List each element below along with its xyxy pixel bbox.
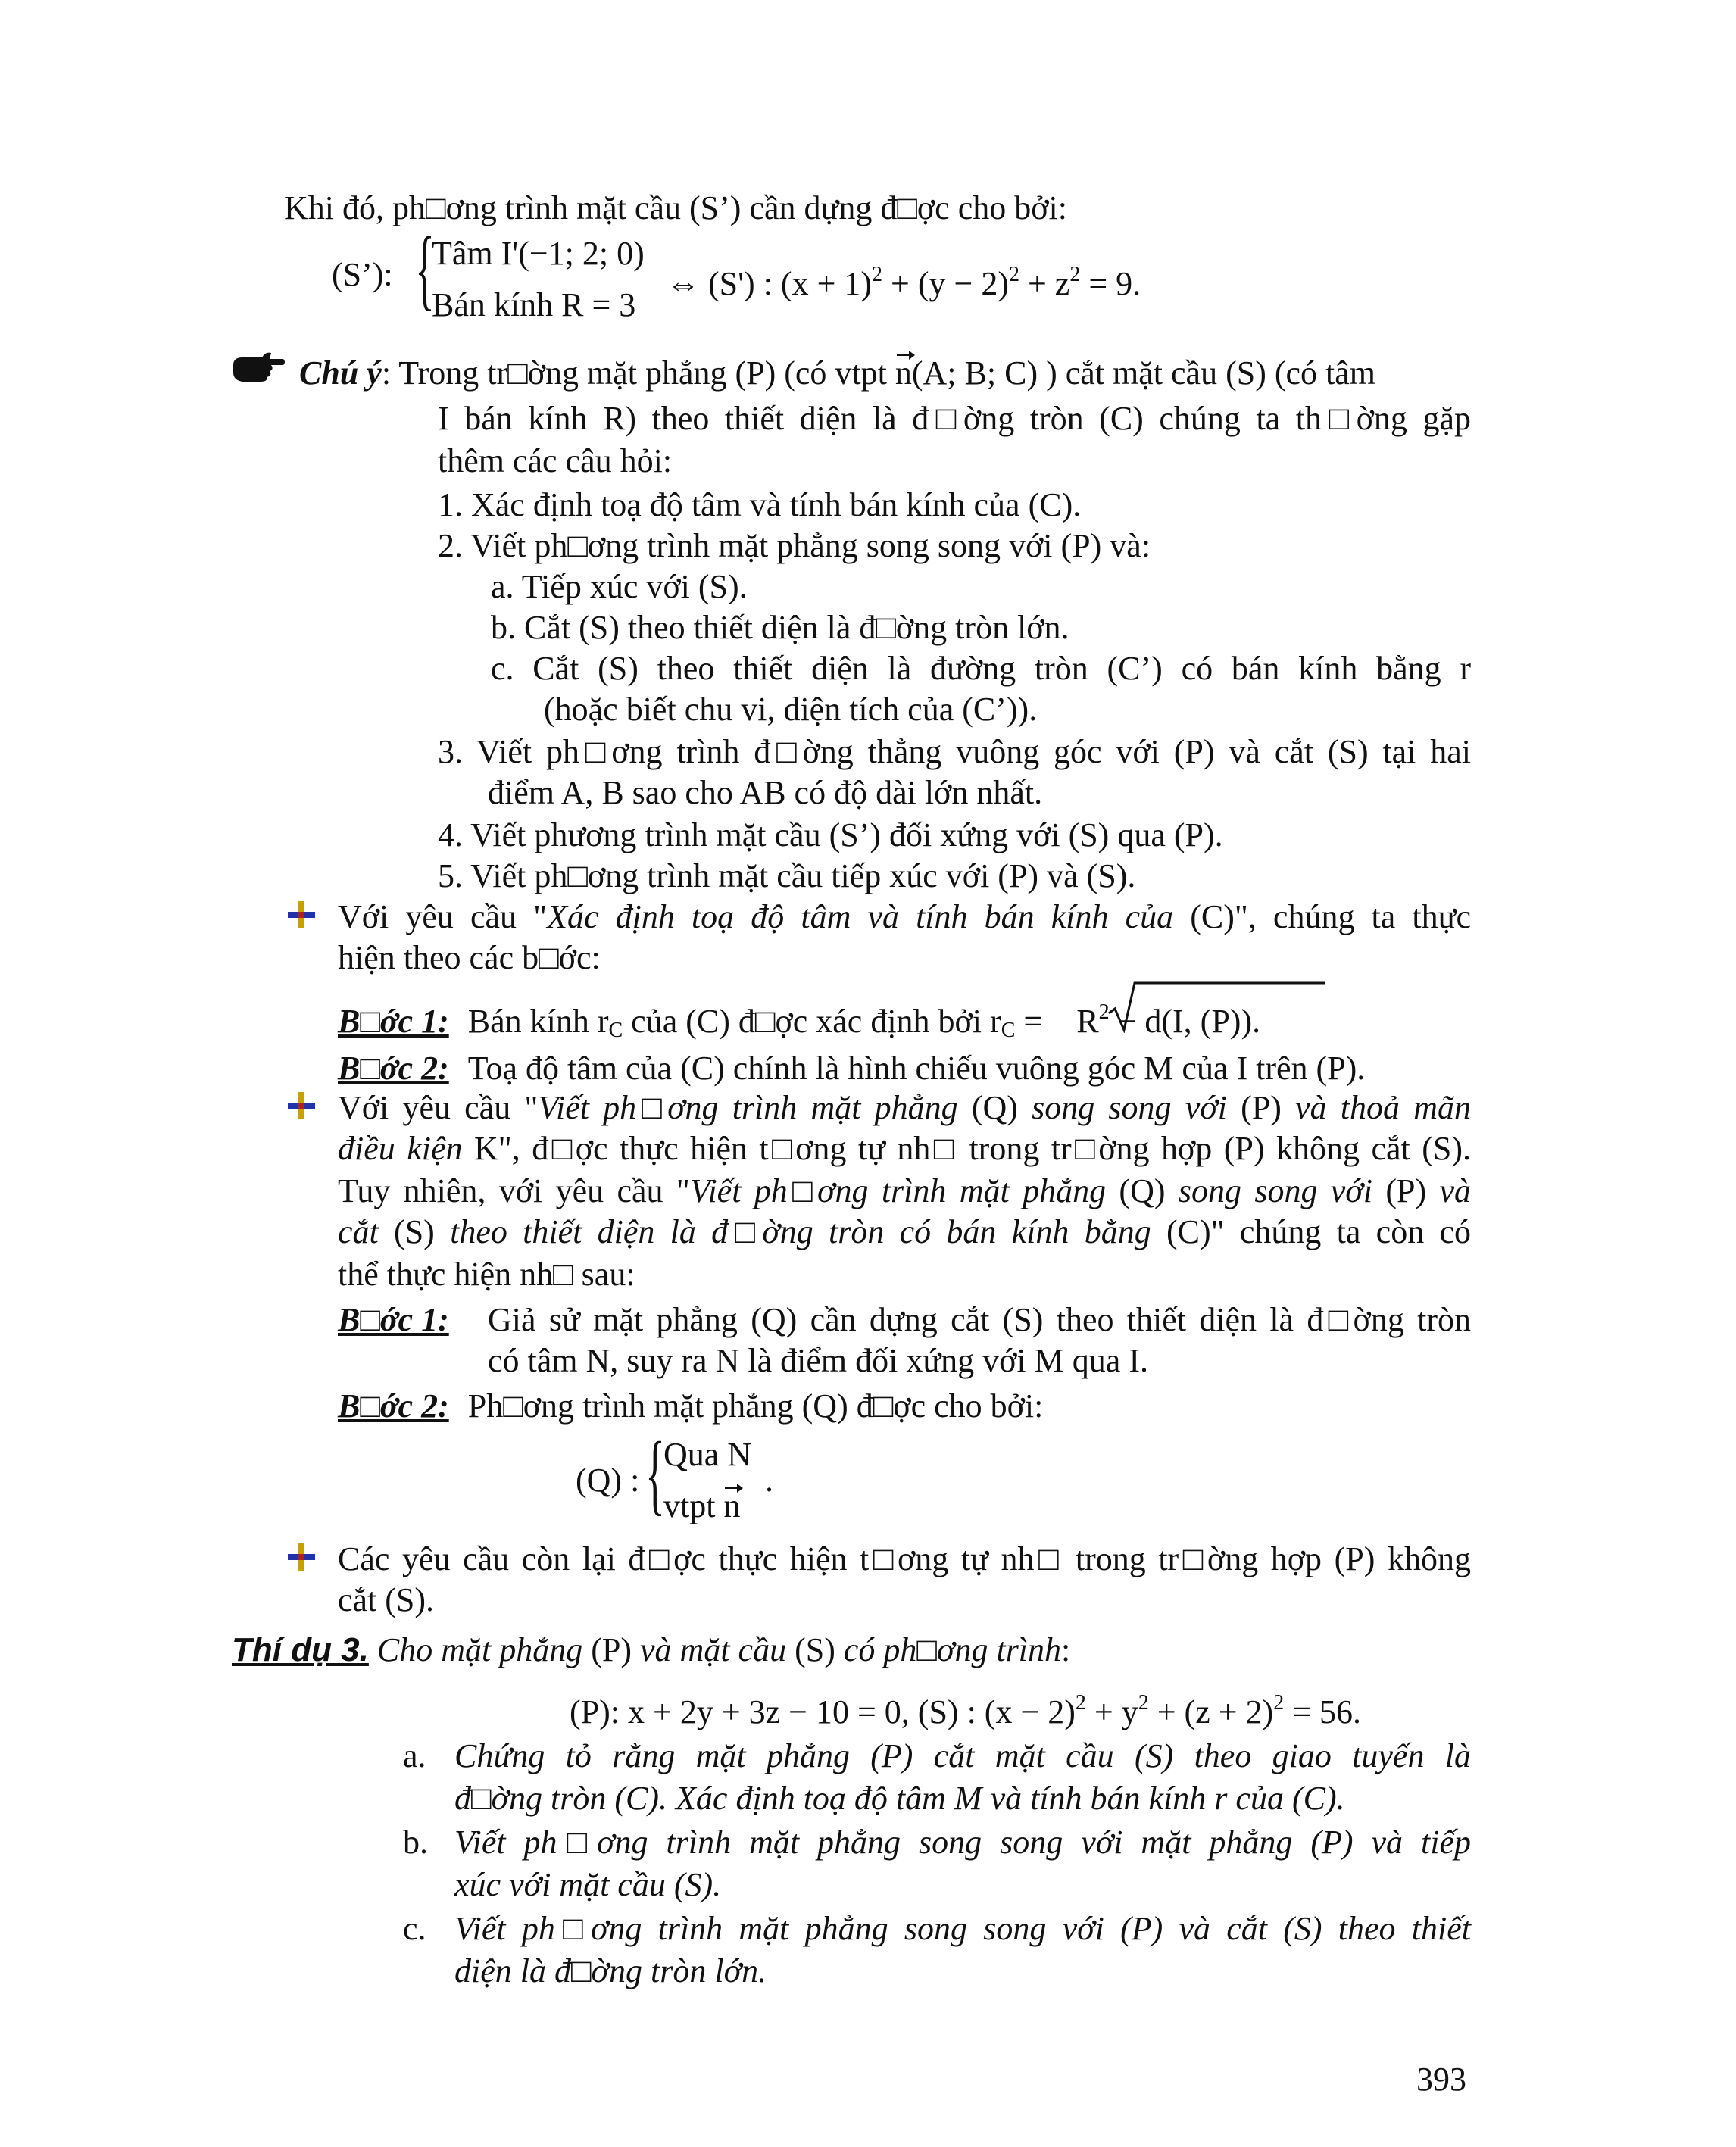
req1-step2: B□ớc 2: Toạ độ tâm của (C) chính là hình chiếu vuông góc M của I trên (P). — [338, 1050, 1366, 1087]
req2-line-4: cắt (S) theo thiết diện là đ□ờng tròn có bán kính bằng (C)" chúng ta còn có — [338, 1213, 1472, 1250]
s-prime-result: ⇔ (S') : $(x + 1)^2 + (y - 2)^2 + z^2 = 9$. — [667, 263, 1141, 302]
pointing-hand-icon — [232, 350, 286, 383]
plus-bullet-icon — [286, 900, 317, 930]
page-number: 393 — [1416, 2061, 1466, 2098]
normal-vector-n: n — [895, 353, 912, 394]
q-system-label: (Q) : — [576, 1462, 640, 1499]
s-prime-brace: { — [415, 218, 435, 319]
note-item-2c: c. Cắt (S) theo thiết diện là đường tròn (C’) có bán kính bằng r — [491, 650, 1471, 687]
plus-bullet-icon — [286, 1542, 317, 1572]
step1-label: B□ớc 1: — [338, 1003, 449, 1040]
q-system-brace: { — [645, 1423, 665, 1524]
q-system-line2: vtpt n — [663, 1486, 740, 1527]
note-line-2: I bán kính R) theo thiết diện là đ□ờng tròn (C) chúng ta th□ờng gặp — [438, 400, 1471, 437]
plus-bullet-icon — [286, 1091, 317, 1121]
note-item-2b: b. Cắt (S) theo thiết diện là đ□ờng tròn lớn. — [491, 609, 1069, 646]
example-c-line-1: Viết ph□ơng trình mặt phẳng song song với (P) và cắt (S) theo thiết — [454, 1910, 1471, 1947]
note-item-2: 2. Viết ph□ơng trình mặt phẳng song song với (P) và: — [438, 527, 1151, 564]
req2-step1-line-2: có tâm N, suy ra N là điểm đối xứng với M qua I. — [488, 1342, 1148, 1379]
req2-line-3: Tuy nhiên, với yêu cầu "Viết ph□ơng trình mặt phẳng (Q) song song với (P) và — [338, 1172, 1472, 1209]
s-prime-line2: Bán kính R = 3 — [432, 286, 636, 323]
example-b-label: b. — [403, 1824, 428, 1861]
note-item-2c-cont: (hoặc biết chu vi, diện tích của (C’)). — [544, 691, 1038, 728]
req1-line-2: hiện theo các b□ớc: — [338, 939, 601, 976]
q-system-line1: Qua N — [663, 1436, 752, 1473]
square-root-sign — [1107, 980, 1327, 1033]
note-item-2a: a. Tiếp xúc với (S). — [491, 568, 748, 605]
q-system-end: . — [765, 1462, 773, 1499]
note-item-5: 5. Viết ph□ơng trình mặt cầu tiếp xúc với (P) và (S). — [438, 857, 1136, 894]
note-item-3-cont: điểm A, B sao cho AB có độ dài lớn nhất. — [488, 774, 1043, 811]
note-line-1: Chú ý: Trong tr□ờng mặt phẳng (P) (có vtpt n(A; B; C) ) cắt mặt cầu (S) (có tâm — [299, 353, 1375, 394]
example-b-line-2: xúc với mặt cầu (S). — [454, 1866, 722, 1903]
example-c-label: c. — [403, 1910, 426, 1947]
s-prime-line1: Tâm I'(−1; 2; 0) — [432, 235, 645, 272]
req2-line-2: điều kiện K", đ□ợc thực hiện t□ơng tự nh□ trong tr□ờng hợp (P) không cắt (S). — [338, 1130, 1471, 1167]
note-item-4: 4. Viết phương trình mặt cầu (S’) đối xứng với (S) qua (P). — [438, 816, 1223, 853]
note-item-3: 3. Viết ph□ơng trình đ□ờng thẳng vuông góc với (P) và cắt (S) tại hai — [438, 733, 1471, 770]
req3-line-2: cắt (S). — [338, 1581, 435, 1618]
note-title: Chú ý — [299, 354, 382, 392]
normal-vector-n: n — [723, 1486, 740, 1527]
example-a-line-1: Chứng tỏ rằng mặt phẳng (P) cắt mặt cầu (S) theo giao tuyến là — [454, 1737, 1471, 1774]
example-a-label: a. — [403, 1737, 426, 1774]
req2-line-1: Với yêu cầu "Viết ph□ơng trình mặt phẳng (Q) song song với (P) và thoả mãn — [338, 1089, 1471, 1126]
note-item-1: 1. Xác định toạ độ tâm và tính bán kính của (C). — [438, 486, 1082, 523]
step2-label: B□ớc 2: — [338, 1050, 449, 1087]
example-label: Thí dụ 3. — [232, 1631, 369, 1668]
step1-label: B□ớc 1: — [338, 1301, 449, 1338]
intro-line: Khi đó, ph□ơng trình mặt cầu (S’) cần dựng đ□ợc cho bởi: — [284, 189, 1067, 226]
req1-line-1: Với yêu cầu "Xác định toạ độ tâm và tính bán kính của (C)", chúng ta thực — [338, 898, 1471, 935]
example-a-line-2: đ□ờng tròn (C). Xác định toạ độ tâm M và tính bán kính r của (C). — [454, 1780, 1345, 1817]
req2-step1-line-1: Giả sử mặt phẳng (Q) cần dựng cắt (S) theo thiết diện là đ□ờng tròn — [488, 1301, 1471, 1338]
example-heading: Thí dụ 3. Cho mặt phẳng (P) và mặt cầu (S) có ph□ơng trình: — [232, 1631, 1071, 1668]
note-line-3: thêm các câu hỏi: — [438, 442, 673, 479]
s-prime-label: (S’): — [332, 256, 393, 293]
req2-step2: B□ớc 2: Ph□ơng trình mặt phẳng (Q) đ□ợc cho bởi: — [338, 1387, 1044, 1425]
req1-step1: B□ớc 1: Bán kính $r_C$ của (C) đ□ợc xác định bởi $r_C = R^2 - d(I$, (P)). — [338, 1000, 1261, 1042]
req2-line-5: thể thực hiện nh□ sau: — [338, 1256, 635, 1293]
example-equations: (P): x + 2y + 3z − 10 = 0, (S) : $(x - 2)^2 + y^2 + (z + 2)^2 = 56$. — [570, 1691, 1362, 1730]
example-b-line-1: Viết ph□ơng trình mặt phẳng song song với mặt phẳng (P) và tiếp — [454, 1824, 1471, 1861]
req2-step1-label-row — [338, 1300, 449, 1340]
req3-line-1: Các yêu cầu còn lại đ□ợc thực hiện t□ơng tự nh□ trong tr□ờng hợp (P) không — [338, 1540, 1471, 1577]
step2-label: B□ớc 2: — [338, 1387, 449, 1425]
example-c-line-2: diện là đ□ờng tròn lớn. — [454, 1952, 767, 1989]
